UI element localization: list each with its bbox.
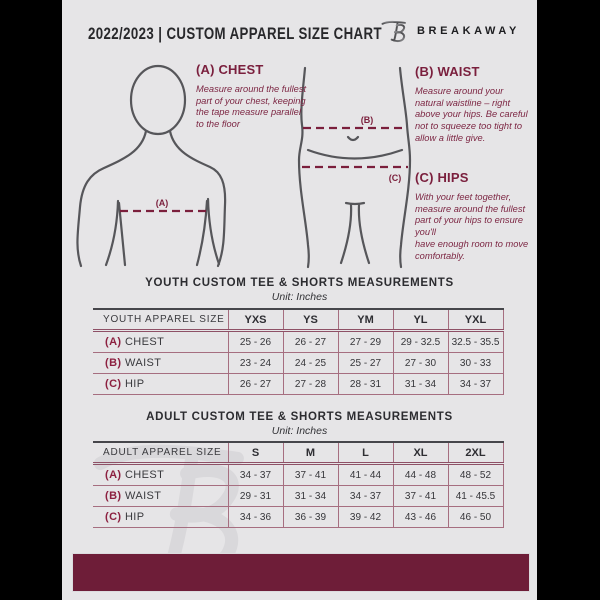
hips-instructions-text-line2: have enough room to move comfortably.	[415, 238, 529, 261]
adult-waist-label	[93, 486, 228, 507]
row-label: HIP	[124, 511, 145, 523]
table-cell: 27 - 29	[338, 331, 393, 353]
row-key: (B)	[105, 490, 122, 502]
table-cell: 37 - 41	[283, 464, 338, 486]
adult-size-s: S	[228, 442, 283, 464]
table-cell: 27 - 28	[283, 374, 338, 395]
youth-size-yxs: YXS	[228, 309, 283, 331]
hips-instructions-heading: (C) HIPS	[415, 170, 469, 185]
hips-instructions	[415, 170, 537, 262]
table-cell: 44 - 48	[393, 464, 448, 486]
row-key: (B)	[105, 357, 122, 369]
waist-instructions-heading: (B) WAIST	[415, 64, 480, 79]
brand-name: BREAKAWAY	[417, 24, 520, 37]
table-cell: 39 - 42	[338, 507, 393, 528]
youth-table-header-cell: YOUTH APPAREL SIZE	[93, 309, 228, 331]
row-label: WAIST	[124, 490, 162, 502]
table-cell: 46 - 50	[448, 507, 503, 528]
chest-instructions-heading: (A) CHEST	[196, 62, 264, 77]
youth-size-ym: YM	[338, 309, 393, 331]
table-cell: 34 - 37	[448, 374, 503, 395]
footer-bar	[72, 553, 530, 592]
row-label: HIP	[124, 378, 145, 390]
table-cell: 29 - 32.5	[393, 331, 448, 353]
doc-title: 2022/2023 | CUSTOM APPAREL SIZE CHART	[88, 24, 382, 43]
youth-size-table	[93, 308, 504, 395]
adult-chest-label	[93, 464, 228, 486]
adult-table-header-cell: ADULT APPAREL SIZE	[93, 442, 228, 464]
adult-unit-label: Unit: Inches	[271, 425, 328, 437]
table-cell: 26 - 27	[228, 374, 283, 395]
row-key: (C)	[105, 511, 122, 523]
row-label: CHEST	[124, 469, 165, 481]
hips-marker-label: (C)	[388, 173, 402, 183]
adult-hip-label	[93, 507, 228, 528]
row-key: (C)	[105, 378, 122, 390]
table-cell: 28 - 31	[338, 374, 393, 395]
youth-size-ys: YS	[283, 309, 338, 331]
table-cell: 26 - 27	[283, 331, 338, 353]
table-cell: 48 - 52	[448, 464, 503, 486]
table-row	[93, 464, 503, 486]
table-row	[93, 486, 503, 507]
chest-marker-label: (A)	[155, 198, 169, 208]
table-cell: 41 - 44	[338, 464, 393, 486]
youth-waist-label	[93, 353, 228, 374]
hips-instructions-text-line1: With your feet together, measure around the fullest part of your hips to ensure you'll	[415, 192, 526, 238]
row-key: (A)	[105, 336, 122, 348]
youth-chest-label	[93, 331, 228, 353]
table-cell: 25 - 26	[228, 331, 283, 353]
adult-size-m: M	[283, 442, 338, 464]
table-cell: 31 - 34	[283, 486, 338, 507]
table-cell: 31 - 34	[393, 374, 448, 395]
waist-instructions	[415, 64, 533, 145]
table-cell: 34 - 37	[228, 464, 283, 486]
brand	[380, 17, 520, 44]
table-cell: 32.5 - 35.5	[448, 331, 503, 353]
table-row	[93, 374, 503, 395]
waist-instructions-text: Measure around your natural waistline – right above your hips. Be careful not to squeeze too tight to allow a little give.	[415, 86, 528, 143]
table-cell: 41 - 45.5	[448, 486, 503, 507]
chest-instructions-text: Measure around the fullest part of your chest, keeping the tape measure parallel to the floor	[196, 84, 307, 130]
table-cell: 29 - 31	[228, 486, 283, 507]
adult-section-title: ADULT CUSTOM TEE & SHORTS MEASUREMENTS	[146, 411, 453, 423]
document-page	[62, 0, 537, 600]
adult-size-table	[93, 441, 504, 528]
table-cell: 23 - 24	[228, 353, 283, 374]
table-cell: 27 - 30	[393, 353, 448, 374]
breakaway-b-logo	[380, 17, 410, 44]
table-row	[93, 353, 503, 374]
youth-unit-label: Unit: Inches	[271, 291, 328, 303]
table-cell: 43 - 46	[393, 507, 448, 528]
table-cell: 30 - 33	[448, 353, 503, 374]
youth-hip-label	[93, 374, 228, 395]
adult-table-header-row	[93, 442, 503, 464]
adult-size-l: L	[338, 442, 393, 464]
table-cell: 25 - 27	[338, 353, 393, 374]
table-cell: 34 - 37	[338, 486, 393, 507]
youth-size-yxl: YXL	[448, 309, 503, 331]
youth-section-title: YOUTH CUSTOM TEE & SHORTS MEASUREMENTS	[145, 277, 454, 289]
table-row	[93, 331, 503, 353]
youth-table-header-row	[93, 309, 503, 331]
adult-size-xl: XL	[393, 442, 448, 464]
table-cell: 24 - 25	[283, 353, 338, 374]
waist-marker-label: (B)	[360, 115, 374, 125]
adult-size-2xl: 2XL	[448, 442, 503, 464]
row-label: CHEST	[124, 336, 165, 348]
chest-instructions	[196, 62, 308, 131]
table-cell: 34 - 36	[228, 507, 283, 528]
youth-size-yl: YL	[393, 309, 448, 331]
row-key: (A)	[105, 469, 122, 481]
table-cell: 36 - 39	[283, 507, 338, 528]
table-cell: 37 - 41	[393, 486, 448, 507]
table-row	[93, 507, 503, 528]
row-label: WAIST	[124, 357, 162, 369]
